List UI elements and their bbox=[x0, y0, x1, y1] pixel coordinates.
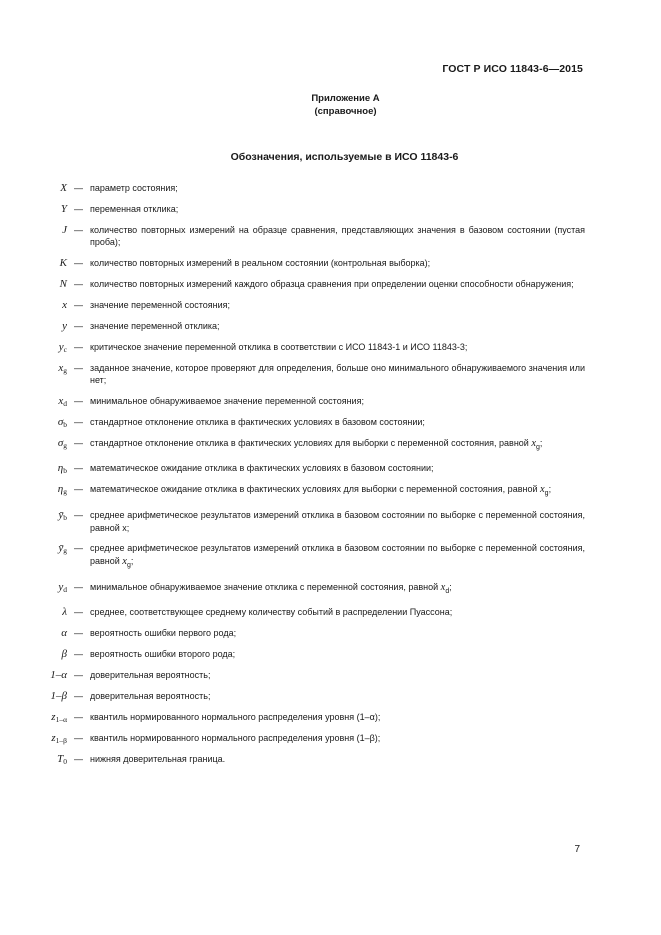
definition-dash: — bbox=[74, 279, 83, 290]
definition-dash: — bbox=[74, 341, 83, 352]
definition-dash: — bbox=[74, 581, 83, 592]
definition-item bbox=[45, 395, 585, 408]
definition-dash: — bbox=[74, 670, 83, 680]
definition-text: среднее, соответствующее среднему количеству событий в распределении Пуассона; bbox=[90, 607, 453, 618]
annex-kind: (справочное) bbox=[314, 106, 377, 117]
definition-item bbox=[45, 753, 585, 766]
definition-item bbox=[45, 606, 585, 619]
definition-symbol: $x_g$ bbox=[58, 361, 67, 375]
definition-dash: — bbox=[74, 437, 83, 448]
definition-item bbox=[45, 182, 585, 195]
definition-item bbox=[45, 627, 585, 640]
definition-symbol: y bbox=[62, 319, 67, 332]
definition-dash: — bbox=[74, 183, 83, 193]
definition-symbol: $z_{1-\alpha}$ bbox=[51, 710, 67, 724]
definition-symbol: Y bbox=[60, 202, 67, 215]
definition-item bbox=[45, 462, 585, 475]
definition-text: заданное значение, которое проверяют для определения, больше оно минимального обнаруживаемого значения или нет; bbox=[90, 362, 585, 386]
definition-text: параметр состояния; bbox=[90, 183, 178, 193]
definition-symbol: $x_d$ bbox=[58, 395, 67, 409]
definition-text: критическое значение переменной отклика в соответствии с ИСО 11843-1 и ИСО 11843-3; bbox=[90, 341, 468, 352]
definition-symbol: K bbox=[59, 257, 67, 270]
definition-text: значение переменной отклика; bbox=[90, 320, 220, 331]
definition-symbol: $\eta_g$ bbox=[57, 483, 67, 497]
definition-symbol: x bbox=[62, 298, 67, 311]
document-header: ГОСТ Р ИСО 11843-6—2015 bbox=[442, 63, 583, 75]
definition-text: вероятность ошибки первого рода; bbox=[90, 628, 237, 639]
definition-symbol: $\eta_b$ bbox=[57, 462, 67, 476]
definition-text: вероятность ошибки второго рода; bbox=[90, 649, 236, 660]
definition-symbol: λ bbox=[62, 606, 67, 619]
definition-symbol: J bbox=[62, 223, 67, 236]
definition-item bbox=[45, 362, 585, 387]
definition-text: математическое ожидание отклика в фактических условиях в базовом состоянии; bbox=[90, 463, 434, 474]
definition-text: минимальное обнаруживаемое значение переменной состояния; bbox=[90, 396, 364, 407]
definition-text: нижняя доверительная граница. bbox=[90, 753, 226, 764]
definition-dash: — bbox=[74, 362, 83, 373]
definition-symbol: $ȳ_b$ bbox=[58, 509, 67, 523]
definition-dash: — bbox=[74, 649, 83, 660]
definition-symbol: $\sigma_b$ bbox=[57, 415, 67, 429]
definition-item bbox=[45, 299, 585, 312]
definition-item bbox=[45, 690, 585, 703]
definition-dash: — bbox=[74, 299, 83, 310]
definition-text: квантиль нормированного нормального распределения уровня (1–α); bbox=[90, 711, 381, 722]
annex-heading bbox=[0, 92, 661, 118]
definition-text: переменная отклика; bbox=[90, 203, 179, 214]
definition-dash: — bbox=[74, 543, 83, 554]
definition-symbol: β bbox=[61, 648, 67, 661]
definition-text: доверительная вероятность; bbox=[90, 670, 211, 680]
definition-dash: — bbox=[74, 416, 83, 427]
definition-text: количество повторных измерений на образце сравнения, представляющих значения в базовом состоянии (пустая проба); bbox=[90, 224, 585, 248]
definition-symbol: $T_0$ bbox=[57, 752, 67, 766]
definition-dash: — bbox=[74, 203, 83, 214]
definition-item bbox=[45, 669, 585, 682]
definition-dash: — bbox=[74, 732, 83, 743]
definition-symbol: X bbox=[60, 182, 67, 194]
definition-text: среднее арифметическое результатов измерений отклика в базовом состоянии по выборке с переменной состояния, равной x; bbox=[90, 510, 585, 533]
definition-item bbox=[45, 509, 585, 534]
definition-dash: — bbox=[74, 510, 83, 521]
definition-text: стандартное отклонение отклика в фактических условиях для выборки с переменной состояния, равной $x_g$; bbox=[90, 437, 543, 451]
definition-text: доверительная вероятность; bbox=[90, 690, 211, 701]
definition-item bbox=[45, 203, 585, 216]
definition-dash: — bbox=[74, 320, 83, 331]
definition-item bbox=[45, 341, 585, 354]
definition-text: минимальное обнаруживаемое значение отклика с переменной состояния, равной $x_d$; bbox=[90, 581, 452, 595]
definition-symbol: $z_{1-\beta}$ bbox=[51, 731, 67, 745]
definition-item bbox=[45, 416, 585, 429]
definitions-list bbox=[45, 182, 585, 773]
definition-dash: — bbox=[74, 396, 83, 407]
definition-item bbox=[45, 278, 585, 291]
page-number: 7 bbox=[574, 844, 580, 855]
definition-item bbox=[45, 257, 585, 270]
definition-item bbox=[45, 711, 585, 724]
definition-dash: — bbox=[74, 753, 83, 764]
section-title: Обозначения, используемые в ИСО 11843-6 bbox=[230, 151, 459, 163]
definition-symbol: $ȳ_g$ bbox=[58, 542, 67, 556]
definition-text: стандартное отклонение отклика в фактических условиях в базовом состоянии; bbox=[90, 416, 425, 427]
definition-symbol: $\sigma_g$ bbox=[57, 436, 67, 450]
definition-symbol: $y_d$ bbox=[58, 580, 67, 594]
definition-text: количество повторных измерений в реальном состоянии (контрольная выборка); bbox=[90, 258, 431, 269]
definition-item bbox=[45, 542, 585, 572]
definition-text: значение переменной состояния; bbox=[90, 299, 231, 310]
definition-symbol: α bbox=[61, 627, 67, 640]
definition-text: среднее арифметическое результатов измерений отклика в базовом состоянии по выборке с переменной состояния, равной $x_g$; bbox=[90, 543, 585, 569]
definition-item bbox=[45, 732, 585, 745]
definition-symbol: 1–α bbox=[50, 669, 67, 681]
definition-dash: — bbox=[74, 628, 83, 639]
definition-item bbox=[45, 483, 585, 500]
definition-item bbox=[45, 320, 585, 333]
definition-dash: — bbox=[74, 224, 83, 235]
definition-text: квантиль нормированного нормального распределения уровня (1–β); bbox=[90, 732, 381, 743]
annex-title: Приложение А bbox=[311, 93, 380, 104]
definition-symbol: $y_c$ bbox=[58, 340, 67, 354]
definition-dash: — bbox=[74, 484, 83, 495]
definition-dash: — bbox=[74, 258, 83, 269]
definition-symbol: 1–β bbox=[50, 689, 67, 702]
definition-text: количество повторных измерений каждого образца сравнения при определении оценки способности обнаружения; bbox=[90, 279, 574, 290]
definition-dash: — bbox=[74, 463, 83, 474]
definition-item bbox=[45, 437, 585, 454]
definition-dash: — bbox=[74, 690, 83, 701]
definition-item bbox=[45, 581, 585, 598]
definition-dash: — bbox=[74, 711, 83, 722]
definition-item bbox=[45, 648, 585, 661]
definition-item bbox=[45, 224, 585, 249]
definition-text: математическое ожидание отклика в фактических условиях для выборки с переменной состояния, равной $x_g$; bbox=[90, 484, 552, 498]
definition-symbol: N bbox=[59, 278, 67, 291]
definition-dash: — bbox=[74, 607, 83, 618]
